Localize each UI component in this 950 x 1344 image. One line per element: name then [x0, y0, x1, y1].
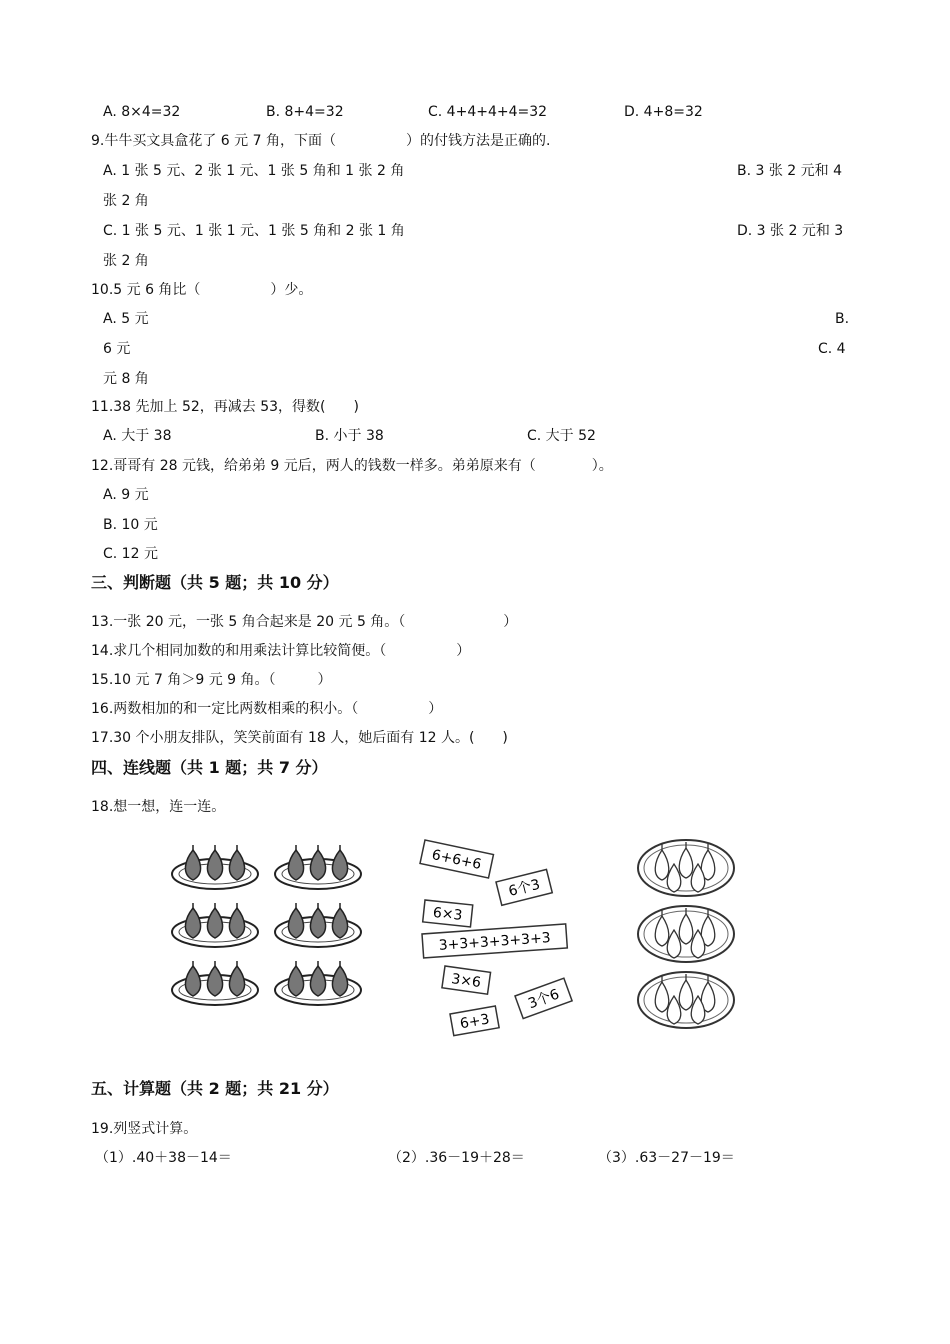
- q11-option-c: C. 大于 52: [527, 428, 596, 444]
- q9-stem: 9.牛牛买文具盒花了 6 元 7 角，下面（ ）的付钱方法是正确的.: [91, 133, 551, 149]
- q11-stem: 11.38 先加上 52，再减去 53，得数( ): [91, 399, 359, 415]
- q12-option-a: A. 9 元: [103, 487, 149, 503]
- q10-option-a: A. 5 元: [103, 311, 149, 327]
- q10-option-b-cont: 6 元: [103, 341, 131, 357]
- q10-option-b: B.: [835, 311, 850, 327]
- light-pear-plate: [638, 840, 734, 896]
- light-pear-plate: [638, 972, 734, 1028]
- q13: 13.一张 20 元，一张 5 角合起来是 20 元 5 角。（ ）: [91, 614, 518, 630]
- card-text: 6×3: [432, 904, 464, 924]
- card-text: 6+3: [458, 1011, 491, 1033]
- q17: 17.30 个小朋友排队，笑笑前面有 18 人，她后面有 12 人。( ): [91, 730, 508, 746]
- q14: 14.求几个相同加数的和用乘法计算比较简便。（ ）: [91, 643, 471, 659]
- expression-card: [496, 869, 552, 905]
- dark-pear-plate: [275, 903, 361, 947]
- section5-title: 五、计算题（共 2 题；共 21 分）: [91, 1079, 339, 1098]
- matching-figure: [150, 818, 800, 1048]
- expression-card: [422, 924, 567, 958]
- q12-stem: 12.哥哥有 28 元钱，给弟弟 9 元后，两人的钱数一样多。弟弟原来有（ ）。: [91, 458, 613, 474]
- q19-part2: （2）.36－19＋28＝: [388, 1150, 525, 1166]
- card-text: 3×6: [450, 971, 482, 992]
- q8-option-d: D. 4+8=32: [624, 104, 703, 120]
- expression-card: [515, 978, 572, 1018]
- card-text: 6个3: [506, 876, 542, 900]
- expression-card: [450, 1006, 499, 1036]
- q18: 18.想一想，连一连。: [91, 799, 226, 815]
- q10-option-c: C. 4: [818, 341, 846, 357]
- q8-option-a: A. 8×4=32: [103, 104, 181, 120]
- q8-option-b: B. 8+4=32: [266, 104, 344, 120]
- dark-pear-plate: [172, 845, 258, 889]
- q9-option-d: D. 3 张 2 元和 3: [737, 223, 844, 239]
- q15: 15.10 元 7 角＞9 元 9 角。（ ）: [91, 672, 332, 688]
- expression-card: [423, 900, 473, 927]
- q11-option-b: B. 小于 38: [315, 428, 384, 444]
- q9-option-b: B. 3 张 2 元和 4: [737, 163, 843, 179]
- section4-title: 四、连线题（共 1 题；共 7 分）: [91, 758, 328, 777]
- q9-option-b-cont: 张 2 角: [103, 193, 149, 209]
- dark-pear-plate: [172, 903, 258, 947]
- q9-option-d-cont: 张 2 角: [103, 253, 149, 269]
- expression-card: [420, 840, 493, 878]
- q19-part3: （3）.63－27－19＝: [598, 1150, 735, 1166]
- q16: 16.两数相加的和一定比两数相乘的积小。（ ）: [91, 701, 443, 717]
- light-pear-plate: [638, 906, 734, 962]
- dark-pear-plate: [275, 845, 361, 889]
- q12-option-c: C. 12 元: [103, 546, 158, 562]
- q19-part1: （1）.40＋38－14＝: [95, 1150, 232, 1166]
- q19: 19.列竖式计算。: [91, 1121, 198, 1137]
- dark-pear-plate: [172, 961, 258, 1005]
- q11-option-a: A. 大于 38: [103, 428, 172, 444]
- card-text: 3个6: [526, 986, 562, 1013]
- q9-option-c: C. 1 张 5 元、1 张 1 元、1 张 5 角和 2 张 1 角: [103, 223, 405, 239]
- q8-option-c: C. 4+4+4+4=32: [428, 104, 548, 120]
- card-text: 6+6+6: [430, 846, 483, 874]
- section3-title: 三、判断题（共 5 题；共 10 分）: [91, 573, 339, 592]
- dark-pear-plate: [275, 961, 361, 1005]
- expression-card: [442, 966, 491, 994]
- card-text: 3+3+3+3+3+3: [438, 930, 552, 954]
- q9-option-a: A. 1 张 5 元、2 张 1 元、1 张 5 角和 1 张 2 角: [103, 163, 405, 179]
- q12-option-b: B. 10 元: [103, 517, 158, 533]
- q10-option-c-cont: 元 8 角: [103, 371, 149, 387]
- q10-stem: 10.5 元 6 角比（ ）少。: [91, 282, 313, 298]
